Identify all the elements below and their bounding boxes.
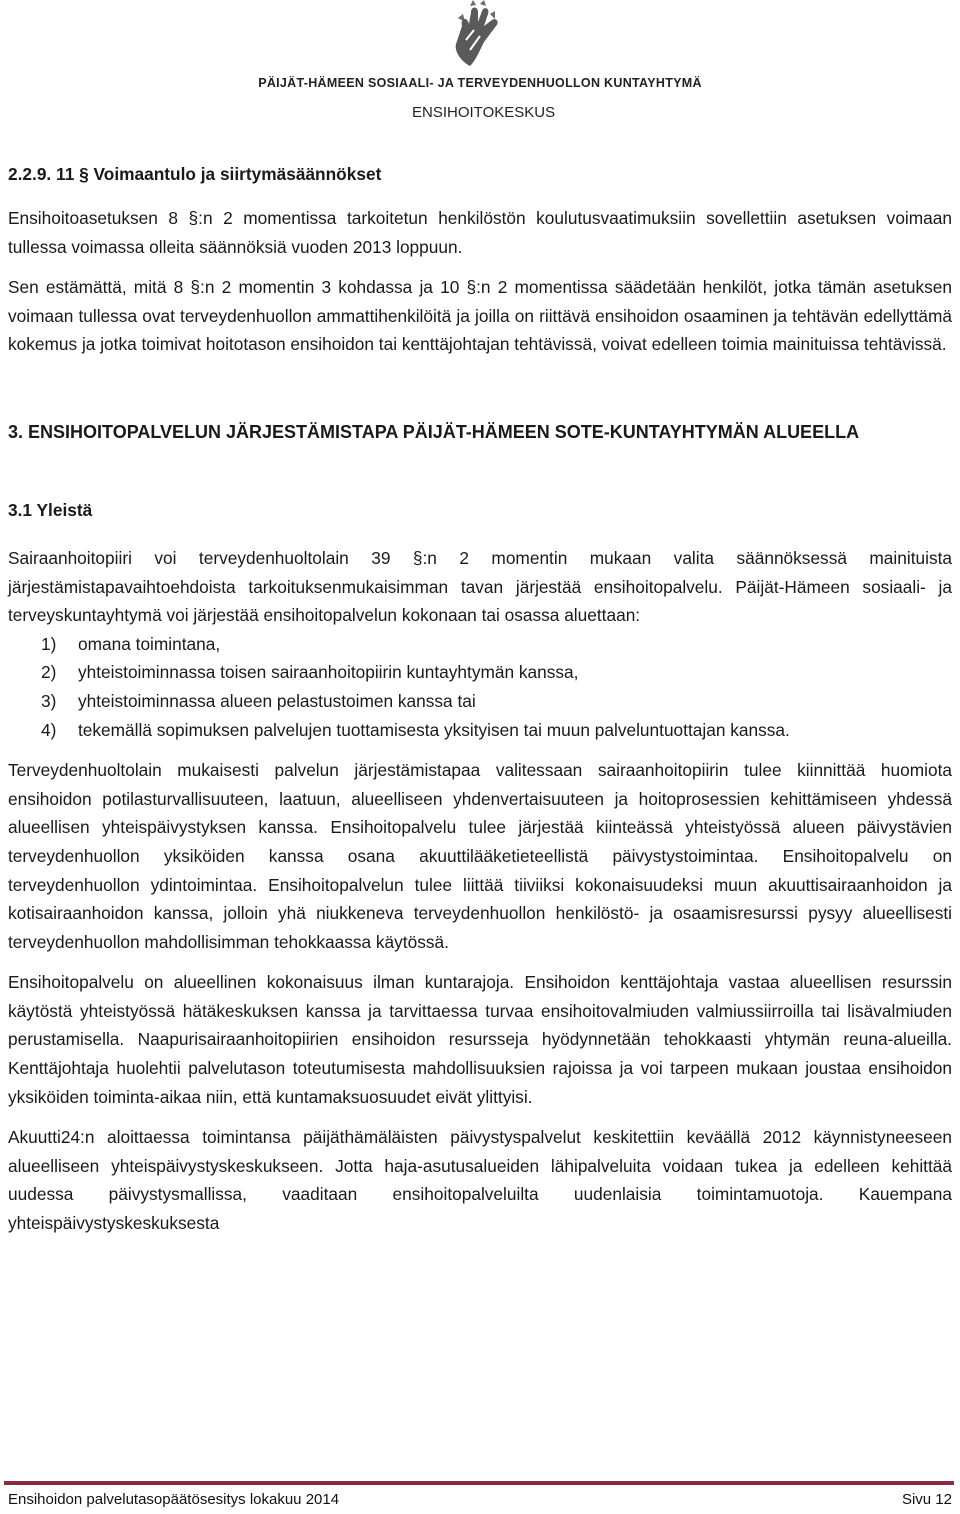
page-header [0,0,960,130]
paragraph: Ensihoitoasetuksen 8 §:n 2 momentissa tarkoitetun henkilöstön koulutusvaatimuksiin sovellettiin asetuksen voimaan tullessa voimassa olleita säännöksiä vuoden 2013 loppuun. [8,208,952,257]
list-number: 2) [41,662,57,683]
hand-print-logo-icon [440,0,514,68]
footer-document-title: Ensihoidon palvelutasopäätösesitys lokakuu 2014 [8,1491,340,1508]
list-item [8,658,952,687]
document-body [8,160,952,1238]
paragraph: Sen estämättä, mitä 8 §:n 2 momentin 3 kohdassa ja 10 §:n 2 momentissa säädetään henkilöt, jotka tämän asetuksen voimaan tullessa ovat terveydenhuollon ammattihenkilöitä ja joilla on riittävä ensihoidon osaaminen ja tehtävän edellyttämä kokemus ja jotka toimivat hoitotason ensihoidon tai kenttäjohtajan tehtävissä, voivat edelleen toimia mainituissa tehtävissä. [8,277,952,355]
list-number: 3) [41,690,57,711]
section-heading-3-1: 3.1 Yleistä [8,499,93,520]
list-text: tekemällä sopimuksen palvelujen tuottamisesta yksityisen tai muun palveluntuottajan kanssa. [78,719,790,740]
paragraph: Sairaanhoitopiiri voi terveydenhuoltolain 39 §:n 2 momentin mukaan valita säännöksessä mainituista järjestämistapavaihtoehdoista tarkoituksenmukaisimman tavan järjestää ensihoitopalvelu. Päijät-Hämeen sosiaali- ja terveyskuntayhtymä voi järjestää ensihoitopalvelun kokonaan tai osassa aluettaan: [8,547,952,626]
options-list [8,630,952,744]
unit-name: ENSIHOITOKESKUS [412,104,556,121]
footer-divider [4,1481,954,1485]
list-text: yhteistoiminnassa alueen pelastustoimen kanssa tai [78,690,476,711]
organization-name: PÄIJÄT-HÄMEEN SOSIAALI- JA TERVEYDENHUOLLON KUNTAYHTYMÄ [258,76,702,90]
paragraph: Terveydenhuoltolain mukaisesti palvelun järjestämistapaa valitessaan sairaanhoitopiirin tulee kiinnittää huomiota ensihoidon potilasturvallisuuteen, laatuun, alueelliseen yhdenvertaisuuteen ja hoitoprosessien kehittämiseen yhdessä alueellisen yhteispäivystyksen kanssa. Ensihoitopalvelu tulee järjestää kiinteässä yhteistyössä alueen päivystävien terveydenhuollon yksiköiden kanssa osana akuuttilääketieteellistä päivystystoimintaa. Ensihoitopalvelu on terveydenhuollon ydintoimintaa. Ensihoitopalvelun tulee liittää tiiviiksi kokonaisuudeksi muun akuuttisairaanhoidon ja kotisairaanhoidon kanssa, jolloin yhä niukkeneva terveydenhuollon henkilöstö- ja osaamisresurssi pysyy alueellisesti terveydenhuollon mahdollisimman tehokkaassa käytössä. [8,760,952,952]
section-heading-2-2-9: 2.2.9. 11 § Voimaantulo ja siirtymäsäännökset [8,164,382,184]
paragraph: Ensihoitopalvelu on alueellinen kokonaisuus ilman kuntarajoja. Ensihoidon kenttäjohtaja vastaa alueellisen resurssin käytöstä yhteistyössä hätäkeskuksen kanssa ja tarvittaessa turvaa ensihoitovalmiuden valmiussiirroilla tai lisävalmiuden perustamisella. Naapurisairaanhoitopiirien ensihoidon resursseja hyödynnetään tehokkaasti yhtymän reuna-alueilla. Kenttäjohtaja huolehtii palvelutason toteutumisesta mahdollisuuksien rajoissa ja voi tarpeen mukaan joustaa ensihoidon yksiköiden toiminta-aikaa niin, että kuntamaksuosuudet eivät ylittyisi. [8,972,952,1107]
list-number: 4) [41,719,57,740]
list-text: yhteistoiminnassa toisen sairaanhoitopiirin kuntayhtymän kanssa, [78,662,579,683]
list-item [8,716,952,745]
list-item [8,687,952,716]
paragraph: Akuutti24:n aloittaessa toimintansa päijäthämäläisten päivystyspalvelut keskitettiin keväällä 2012 käynnistyneeseen alueelliseen yhteispäivystyskeskukseen. Jotta haja-asutusalueiden lähipalveluita voidaan tukea ja edelleen kehittää uudessa päivystysmallissa, vaaditaan ensihoitopalveluilta uudenlaisia toimintamuotoja. Kauempana yhteispäivystyskeskuksesta [8,1127,952,1234]
list-item [8,630,952,659]
list-number: 1) [41,633,57,654]
chapter-heading-3: 3. ENSIHOITOPALVELUN JÄRJESTÄMISTAPA PÄIJÄT-HÄMEEN SOTE-KUNTAYHTYMÄN ALUEELLA [8,421,860,442]
list-text: omana toimintana, [78,633,221,654]
page-number: Sivu 12 [901,1491,952,1508]
